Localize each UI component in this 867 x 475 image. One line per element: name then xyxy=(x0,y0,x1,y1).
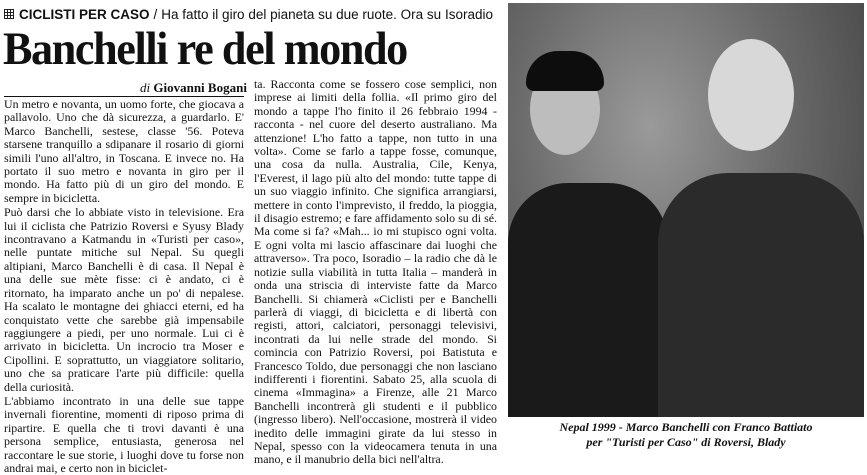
byline-author: Giovanni Bogani xyxy=(153,80,247,95)
article-column-2 xyxy=(254,77,497,467)
kicker-text: Ha fatto il giro del pianeta su due ruote. Ora su Isoradio xyxy=(161,6,493,22)
byline-prefix: di xyxy=(140,80,151,95)
article-paragraph: Un metro e novanta, un uomo forte, che giocava a pallavolo. Uno che dà sicurezza, a guardarlo. E' Marco Banchelli, sestese, classe '56. Poteva starsene tranquillo a sdipanare il rosario di giorni simili l'uno all'altro, in Toscana. E invece no. Ha portato il suo metro e novanta in giro per il mondo. Ha fatto più di un giro del mondo. E sempre in bicicletta. xyxy=(4,97,244,205)
person-right-body xyxy=(658,173,864,417)
article-photo xyxy=(508,3,864,417)
article-paragraph: Può darsi che lo abbiate visto in televisione. Era lui il ciclista che Patrizio Roversi e Syusy Blady incontravano a Katmandu in «Turisti per caso», nelle puntate mitiche sul Nepal. Su quegli altipiani, Marco Banchelli è di casa. Il Nepal è una delle sue mète fisse: ci è andato, ci è ritornato, ha imparato anche un po' di nepalese. Ha scalato le montagne dei ghiacci eterni, ed ha conquistato vette che sarebbe già impensabile raggiungere a piedi, per uno normale. Lui ci è arrivato in bicicletta. Un incrocio tra Moser e Cipollini. E soprattutto, un viaggiatore solitario, uno che sa praticare l'arte più difficile: quella della curiosità. xyxy=(4,205,244,394)
caption-line-1: Nepal 1999 - Marco Banchelli con Franco Battiato xyxy=(559,420,813,434)
article-column-1 xyxy=(4,97,244,475)
article-paragraph: ta. Racconta come se fossero cose semplici, non imprese ai limiti della follia. «Il primo giro del mondo a tappe l'ho finito il 26 febbraio 1994 - racconta - nel cuore del deserto australiano. Ma attenzione! L'ho fatto a tappe, non tutto in una volta». Come se farlo a tappe fosse, comunque, una cosa da nulla. Australia, Cile, Kenya, l'Everest, il lago più alto del mondo: tutte tappe di un suo viaggio infinito. Che significa arrangiarsi, mettere in conto l'imprevisto, il freddo, la pioggia, il disagio estremo; e fare affidamento solo su di sé. Ma come si fa? «Mah... io mi stupisco ogni volta. E ogni volta mi lascio affascinare dai luoghi che attraverso». Tra poco, Isoradio – la radio che dà le notizie sulla viabilità in tutta Italia – manderà in onda una striscia di interviste fatte da Marco Banchelli. Si chiamerà «Ciclisti per e Banchelli parlerà di viaggi, di bicicletta e di libertà con registi, attori, calciatori, personaggi televisivi, incontrati da lui nelle strade del mondo. Si comincia con Patrizio Roversi, poi Batistuta e Francesco Toldo, due personaggi che non lasciano indifferenti i fiorentini. Sabato 25, alla scuola di cinema «Immagina» a Firenze, alle 21 Marco Banchelli incontrerà gli studenti e il pubblico (ingresso libero). Nell'occasione, mostrerà il video inedito delle immagini girate da lui stesso in Nepal, spesso con la videocamera tenuta in una mano, e il manubrio della bici nell'altra. xyxy=(254,77,497,467)
photo-caption xyxy=(508,420,864,454)
byline xyxy=(140,80,265,96)
person-left-body xyxy=(508,183,668,417)
kicker-section: CICLISTI PER CASO xyxy=(19,6,150,22)
article-paragraph: L'abbiamo incontrato in una delle sue tappe invernali fiorentine, momenti di riposo prima di ripartire. E quella che ti trovi davanti è una persona semplice, entusiasta, generosa nel raccontare le sue storie, i luoghi dove tu forse non andrai mai, e certo non in biciclet- xyxy=(4,393,244,475)
headline: Banchelli re del mondo xyxy=(3,23,407,75)
kicker-separator: / xyxy=(153,6,158,22)
person-right-head xyxy=(708,39,794,151)
person-left-cap xyxy=(526,51,604,91)
caption-line-2: per "Turisti per Caso" di Roversi, Blady xyxy=(586,435,786,449)
